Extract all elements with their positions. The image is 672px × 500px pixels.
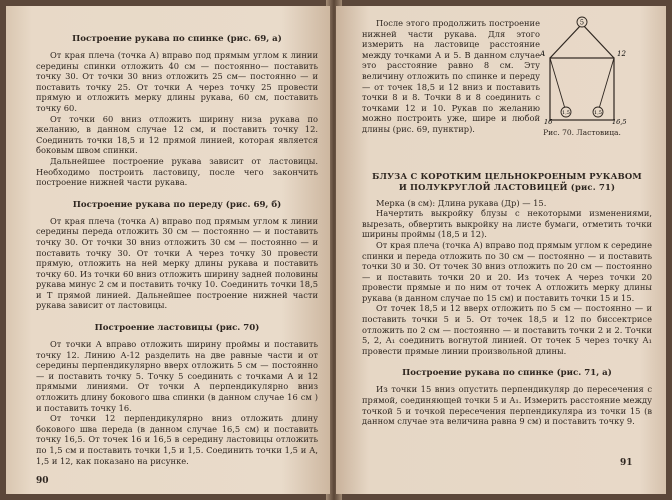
figure-caption: Рис. 70. Ластовица. [543,128,621,137]
paragraph: Начертить выкройку блузы с некоторыми изменениями, вырезать, обвертить выкройку на листе бумаги, отметить точки ширины проймы (18,5 и 12). [362,208,652,240]
heading-sleeve-front: Построение рукава по переду (рис. 69, б) [72,199,282,210]
left-page [6,6,330,494]
label-1-5-left: 1,5 [562,110,570,116]
paragraph-measure: Мерка (в см): Длина рукава (Др) — 15. [376,197,547,208]
heading-gusset: Построение ластовицы (рис. 70) [94,323,260,334]
label-a: А [540,50,546,58]
heading-blouse-line2: И ПОЛУКРУГЛОЙ ЛАСТОВИЦЕЙ (рис. 71) [398,181,616,192]
paragraph: От точки 60 вниз отложить ширину низа рукава по желанию, в данном случае 12 см, и поставить точку 12. Соединить точки 18,5 и 12 прямой линией, которая является боковым швом спинки. [36,113,318,156]
label-12: 12 [617,50,626,58]
paragraph: От точки 12 перпендикулярно вниз отложить длину бокового шва переда (в данном случае 16,5 см) и поставить точку 16,5. От точек 16 и 16,5 в середину ластовицы отложить по 1,5 см и поставить точки 1,5 и 1,5. Соединить точки 1,5 и А, 1,5 и 12, как показано на рисунке. [36,413,318,466]
heading-sleeve-back: Построение рукава по спинке (рис. 69, а) [72,34,282,44]
paragraph: От точек 18,5 и 12 вверх отложить по 5 см — постоянно — и поставить точки 5 и 5. От точек 18,5 и 12 по биссектрисе отложить по 2 см — постоянно — и поставить точки 2 и 2. Точки 5, 2, А₁ соединить вогнутой линией. От точек 5 через точку А₁ провести прямые линии произвольной длины. [362,303,652,356]
left-page-content [36,28,318,466]
paragraph: Из точки 15 вниз опустить перпендикуляр до пересечения с прямой, соединяющей точки 5 и А₁. Измерить расстояние между точкой 5 и точкой пересечения перпендикуляра из точки 15 (в данном случае эта величина равна 9 см) и поставить точку 9. [362,384,652,427]
right-page-content [362,18,652,427]
heading-blouse-line1: БЛУЗА С КОРОТКИМ ЦЕЛЬНОКРОЕНЫМ РУКАВОМ [372,170,642,181]
label-1-5-right: 1,5 [594,110,602,116]
page-number-right: 91 [620,458,633,468]
label-16: 16 [544,118,553,126]
right-page [336,6,666,494]
paragraph: После этого продолжить построение нижней части рукава. Для этого измерить на ластовице расстояние между точками А и 5. В данном случае это расстояние равно 8 см. Эту величину отложить по спинке и переду — от точек 18,5 и 12 вниз и поставить точки 8 и 8. Точки 8 и 8 соединить с точками 12 и 10. Рукав по желанию можно построить уже, шире и любой длины (рис. 69, пунктир). [362,18,540,134]
paragraph: От края плеча (точка А) вправо под прямым углом к середине спинки и переда отложить по 30 см — постоянно — и поставить точки 30 и 30. От точек 30 вниз отложить по 20 см — постоянно — и поставить точки 20 и 20. Из точек А через точки 20 провести прямые и по ним от точек А отложить мерку длины рукава (в данном случае по 15 см) и поставить точки 15 и 15. [362,239,652,303]
paragraph: От края плеча (точка А) вправо под прямым углом к линии середины спинки отложить 40 см — постоянно— поставить точку 30. От точки 30 вниз отложить 25 см— постоянно — и поставить точку 25. От точки А через точку 25 провести прямую и отложить мерку длины рукава, 60 см, поставить точку 60. [36,50,318,113]
paragraph: От точки А вправо отложить ширину проймы и поставить точку 12. Линию А-12 разделить на две равные части и от середины перпендикулярно вверх отложить 5 см — постоянно — и поставить точку 5. Точку 5 соединить с точками А и 12 прямыми линиями. От точки А перпендикулярно вниз отложить длину бокового шва спинки (в данном случае 16 см ) и поставить точку 16. [36,339,318,413]
paragraph: От края плеча (точка А) вправо под прямым углом к линии середины переда отложить 30 см — постоянно — и поставить точку 30. От точки 30 вниз отложить 30 см — постоянно — и поставить точку 30. От точки А через точку 30 провести прямую, отложить на ней мерку длины рукава и поставить точку 60. Из точки 60 вниз отложить ширину задней половины рукава минус 2 см и поставить точку 10. Соединить точки 18,5 и Т прямой линией. Дальнейшее построение нижней части рукава зависит от ластовицы. [36,215,318,311]
heading-sleeve-back-71: Построение рукава по спинке (рис. 71, а) [402,368,612,379]
page-number-left: 90 [36,476,49,486]
paragraph: Дальнейшее построение рукава зависит от ластовицы. Необходимо построить ластовицу, после чего закончить построение нижней части рукава. [36,155,318,188]
label-16-5: 16,5 [612,118,627,126]
label-5: 5 [579,18,585,27]
